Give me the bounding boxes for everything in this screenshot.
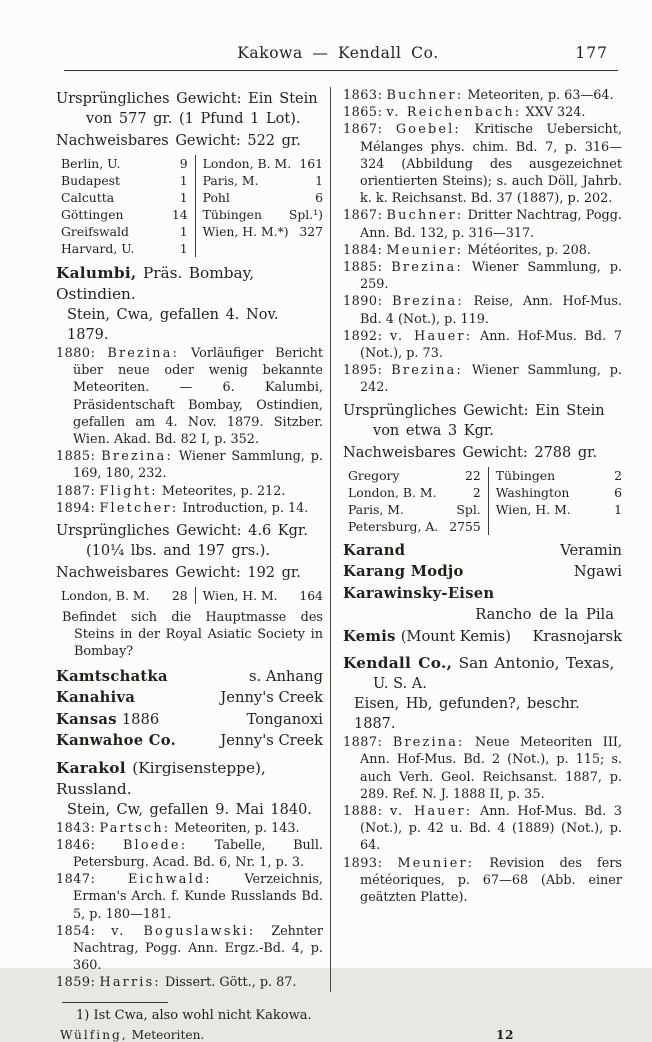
reference-entry: [56, 820, 323, 837]
reference-entry: [56, 837, 323, 871]
table-half: [61, 223, 195, 240]
specimen-count: 22: [464, 467, 481, 483]
ref-text: Meteorites, p. 212.: [161, 483, 286, 499]
collection-name: Tübingen: [202, 207, 262, 222]
collection-name: Göttingen: [61, 207, 124, 222]
ref-text: Introduction, p. 14.: [182, 500, 309, 516]
table-half: [348, 518, 488, 535]
xref-name: Karang Modjo: [343, 563, 464, 581]
entry-headword: Kalumbi,: [56, 264, 137, 282]
ref-author: Brezina:: [392, 294, 464, 310]
left-column: [56, 87, 330, 992]
xref-name: Kemis (Mount Kemis): [343, 627, 511, 645]
ref-year: 1884:: [343, 242, 383, 258]
table-half: [488, 501, 622, 518]
signature-text: [60, 1028, 204, 1042]
entry-heading: [56, 263, 323, 305]
xref-target: Tonganoxi: [246, 710, 323, 728]
reference-entry: [56, 483, 323, 500]
specimen-count: 2: [614, 467, 622, 483]
entry-location: (Kirgisensteppe), Russland.: [56, 758, 266, 798]
ref-author: v. Hauer:: [390, 803, 473, 819]
collection-name: Paris, M.: [348, 501, 404, 517]
table-half: [195, 223, 323, 240]
entry-location: Präs. Bombay, Ostindien.: [56, 264, 255, 303]
ref-year: 1894:: [56, 500, 96, 516]
entry-heading: [343, 653, 622, 674]
ref-author: Partsch:: [99, 820, 171, 836]
entry-classification: Eisen, Hb, gefunden?, beschr. 1887.: [354, 696, 580, 733]
reference-entry: [56, 974, 323, 991]
ref-author: Buchner:: [386, 88, 464, 103]
ref-text: Météorites, p. 208.: [467, 242, 591, 258]
ref-text: Dritter Nachtrag, Pogg. Ann. Bd. 132, p. 316—317.: [360, 208, 622, 241]
xref-name: Kamtschatka: [56, 667, 168, 685]
cross-reference: [343, 540, 622, 562]
xref-name: Kansas 1886: [56, 710, 160, 728]
signature-rest: Meteoriten.: [131, 1027, 205, 1042]
original-weight-paragraph: Ursprüngliches Gewicht: Ein Stein von 577 gr. (1 Pfund 1 Lot).: [56, 91, 318, 127]
cross-reference: [343, 626, 622, 648]
ref-author: v. Boguslawski:: [111, 923, 256, 939]
signature-author: Wülfing,: [60, 1027, 128, 1042]
table-row: [61, 155, 323, 172]
ref-text: Wiener Sammlung, p. 259.: [360, 260, 622, 293]
table-half: [348, 484, 488, 501]
xref-target: Krasnojarsk: [532, 627, 622, 645]
specimen-count: 1: [614, 501, 622, 517]
collection-name: Petersburg, A.: [348, 518, 439, 534]
collection-name: Wien, H. M.: [202, 588, 278, 604]
table-half: [195, 206, 323, 223]
ref-text: Reise, Ann. Hof-Mus. Bd. 4 (Not.), p. 119.: [360, 294, 622, 327]
reference-entry: [343, 328, 622, 362]
specimen-count: 28: [171, 588, 188, 604]
reference-entry: [343, 207, 622, 241]
signature-line: [60, 1028, 622, 1042]
specimen-count: 1: [179, 241, 188, 256]
specimen-count: 1: [179, 224, 188, 239]
collection-name: London, B. M.: [61, 588, 150, 604]
collection-name: Paris, M.: [202, 173, 259, 188]
table-row: [348, 518, 622, 535]
ref-author: Goebel:: [395, 122, 461, 138]
ref-author: Brezina:: [107, 346, 180, 361]
verified-weight-paragraph: Nachweisbares Gewicht: 2788 gr.: [343, 444, 598, 461]
ref-year: 1859:: [56, 975, 96, 991]
ref-year: 1888:: [343, 803, 383, 819]
ref-text: Wiener Sammlung, p. 169, 180, 232.: [73, 449, 323, 482]
reference-entry: [343, 734, 622, 803]
table-half: [195, 189, 323, 206]
specimen-count: 2: [472, 484, 481, 500]
specimen-count: 161: [299, 156, 323, 171]
ref-author: Meunier:: [397, 855, 475, 871]
table-row: [61, 587, 323, 604]
specimen-count: 1: [315, 173, 323, 188]
xref-name: Karand: [343, 541, 406, 559]
ref-text: Verzeichnis, Erman's Arch. f. Kunde Russlands Bd. 5, p. 180—181.: [73, 872, 323, 922]
reference-entry: [343, 87, 622, 104]
table-row: [348, 467, 622, 484]
xref-target: s. Anhang: [248, 667, 323, 685]
reference-entry: [343, 121, 622, 207]
ref-year: 1895:: [343, 363, 383, 379]
reference-entry: [56, 923, 323, 975]
xref-target: Jenny's Creek: [220, 732, 323, 750]
specimen-count: 14: [171, 207, 188, 222]
collections-table: [348, 467, 622, 535]
ref-year: 1854:: [56, 923, 96, 939]
ref-text: Ann. Hof-Mus. Bd. 3 (Not.), p. 42 u. Bd. 4 (1889) (Not.), p. 64.: [360, 803, 622, 854]
xref-target: Ngawi: [573, 563, 622, 581]
collection-name: Pohl: [202, 190, 230, 205]
xref-name: Karawinsky-Eisen: [343, 584, 495, 602]
entry-headword: Karakol: [56, 758, 126, 777]
table-half: [488, 467, 622, 484]
text-columns: [0, 71, 652, 992]
reference-entry: [56, 871, 323, 923]
ref-year: 1885:: [56, 449, 96, 465]
ref-text: Zehnter Nachtrag, Pogg. Ann. Ergz.-Bd. 4, p. 360.: [73, 923, 323, 974]
collection-name: Wien, H. M.*): [202, 224, 289, 239]
table-half: [488, 518, 622, 535]
page-number: 177: [575, 44, 608, 62]
cross-reference: [56, 730, 323, 752]
ref-author: Brezina:: [391, 260, 464, 276]
ref-year: 1885:: [343, 260, 383, 276]
specimen-count: 6: [614, 484, 622, 500]
table-half: [195, 240, 323, 257]
ref-year: 1846:: [56, 837, 96, 853]
ref-text: Vorläufiger Bericht über neue oder wenig bekannte Meteoriten. — 6. Kalumbi, Präsidentschaft Bombay, Ostindien, gefallen am 4. Nov. 1879. Sitzber. Wien. Akad. Bd. 82 I, p. 352.: [73, 346, 324, 448]
ref-author: Harris:: [99, 975, 161, 991]
ref-author: Bloede:: [122, 837, 188, 853]
table-half: [488, 484, 622, 501]
collections-table: [61, 155, 323, 257]
sheet-number: 12: [496, 1027, 514, 1042]
table-half: [348, 501, 488, 518]
entry-heading: [56, 758, 323, 800]
xref-target-line: Rancho de la Pila: [475, 606, 614, 624]
cross-reference-group: [56, 666, 323, 752]
cross-reference-group: [343, 540, 622, 648]
table-half: [61, 206, 195, 223]
reference-entry: [343, 855, 622, 907]
ref-year: 1843:: [56, 820, 96, 836]
entry-classification: Stein, Cwa, gefallen 4. Nov. 1879.: [67, 307, 279, 343]
ref-year: 1887:: [343, 735, 383, 751]
ref-author: Brezina:: [392, 735, 465, 751]
ref-author: Fletcher:: [99, 500, 179, 516]
reference-entry: [343, 104, 622, 121]
collection-name: Gregory: [348, 467, 400, 483]
collection-name: Tübingen: [495, 467, 556, 483]
cross-reference: [56, 666, 323, 688]
ref-year: 1890:: [343, 294, 383, 310]
xref-target: Veramin: [560, 541, 622, 559]
specimen-count: Spl.: [456, 501, 481, 517]
entry-headword: Kendall Co.,: [343, 654, 453, 673]
specimen-count: 2755: [449, 518, 481, 534]
collection-name: Washington: [495, 484, 570, 500]
ref-text: Neue Meteoriten III, Ann. Hof-Mus. Bd. 2 (Not.), p. 115; s. auch Verh. Geol. Reichsanst. 1887, p. 289. Ref. N. J. 1888 II, p. 35.: [360, 735, 622, 802]
table-half: [195, 587, 323, 604]
table-row: [61, 240, 323, 257]
xref-name: Kanwahoe Co.: [56, 732, 176, 750]
xref-target: Jenny's Creek: [220, 689, 323, 707]
collection-name: Harvard, U.: [61, 241, 135, 256]
xref-name: Kanahiva: [56, 689, 136, 707]
table-row: [61, 223, 323, 240]
ref-text: Revision des fers météoriques, p. 67—68 (Abb. einer geätzten Platte).: [360, 855, 622, 905]
ref-text: Ann. Hof-Mus. Bd. 7 (Not.), p. 73.: [360, 328, 622, 362]
specimen-count: 327: [299, 224, 323, 239]
collection-name: Calcutta: [61, 190, 115, 205]
table-half: [61, 172, 195, 189]
entry-location-line2: U. S. A.: [373, 676, 427, 693]
ref-year: 1863:: [343, 88, 383, 103]
collection-name: Budapest: [61, 173, 121, 188]
reference-entry: [343, 803, 622, 855]
ref-year: 1865:: [343, 105, 383, 121]
ref-author: Meunier:: [386, 242, 464, 258]
table-row: [61, 206, 323, 223]
collection-name: Wien, H. M.: [495, 501, 571, 517]
ref-year: 1893:: [343, 855, 383, 871]
specimen-count: 164: [299, 588, 323, 604]
ref-year: 1880:: [56, 346, 96, 361]
ref-year: 1847:: [56, 872, 96, 888]
page-title: Kakowa — Kendall Co.: [237, 44, 439, 62]
cross-reference: [56, 687, 323, 709]
ref-text: Kritische Uebersicht, Mélanges phys. chim. Bd. 7, p. 316—324 (Abbildung des ausgezeichnet orientierten Steins); s. auch Döll, Jahrb. k. k. Reichsanst. Bd. 37 (1887), p. 202.: [360, 122, 622, 207]
original-weight-paragraph: Ursprüngliches Gewicht: 4.6 Kgr. (10¼ lbs. and 197 grs.).: [56, 523, 308, 560]
reference-entry: [56, 500, 323, 517]
collection-name: Berlin, U.: [61, 156, 121, 171]
reference-entry: [343, 242, 622, 259]
specimen-count: 1: [179, 190, 188, 205]
reference-entry: [343, 259, 622, 293]
collection-name: London, B. M.: [202, 156, 292, 171]
table-half: [61, 155, 195, 172]
cross-reference: [56, 709, 323, 731]
reference-entry: [343, 362, 622, 396]
verified-weight-paragraph: Nachweisbares Gewicht: 192 gr.: [56, 565, 301, 582]
ref-year: 1867:: [343, 122, 383, 138]
ref-year: 1867:: [343, 208, 383, 224]
table-half: [195, 172, 323, 189]
cross-reference: [343, 583, 622, 605]
ref-text: XXV 324.: [525, 105, 586, 121]
table-row: [61, 189, 323, 206]
specimen-count: 1: [179, 173, 188, 188]
ref-text: Meteoriten, p. 63—64.: [467, 88, 614, 103]
table-row: [348, 484, 622, 501]
table-half: [61, 189, 195, 206]
table-half: [348, 467, 488, 484]
specimen-count: Spl.¹): [288, 207, 323, 222]
table-row: [61, 172, 323, 189]
ref-year: 1892:: [343, 328, 383, 344]
ref-author: Eichwald:: [128, 872, 212, 888]
footnote-text: 1) Ist Cwa, also wohl nicht Kakowa.: [76, 1007, 312, 1023]
ref-text: Tabelle, Bull. Petersburg. Acad. Bd. 6, Nr. 1, p. 3.: [73, 837, 323, 871]
cross-reference: [343, 561, 622, 583]
footnote-rule: [62, 1002, 168, 1003]
table-row: [348, 501, 622, 518]
reference-entry: [56, 345, 323, 448]
ref-text: Meteoriten, p. 143.: [174, 820, 300, 836]
ref-author: Brezina:: [101, 449, 174, 465]
collection-name: London, B. M.: [348, 484, 437, 500]
collections-table: [61, 587, 323, 604]
ref-author: v. Reichenbach:: [386, 105, 522, 121]
ref-author: Buchner:: [386, 208, 464, 224]
table-half: [61, 587, 195, 604]
ref-text: Wiener Sammlung, p. 242.: [360, 363, 622, 396]
running-header: [60, 44, 616, 62]
entry-note: Befindet sich die Hauptmasse des Steins in der Royal Asiatic Society in Bombay?: [62, 610, 323, 660]
reference-entry: [56, 448, 323, 482]
ref-author: v. Hauer:: [390, 328, 473, 344]
table-half: [195, 155, 323, 172]
right-column: [331, 87, 622, 992]
table-half: [61, 240, 195, 257]
ref-author: Flight:: [99, 483, 158, 499]
entry-classification: Stein, Cw, gefallen 9. Mai 1840.: [67, 801, 312, 818]
collection-name: Greifswald: [61, 224, 129, 239]
ref-year: 1887:: [56, 483, 96, 499]
entry-location: San Antonio, Texas,: [458, 654, 615, 673]
reference-entry: [343, 293, 622, 327]
original-weight-paragraph: Ursprüngliches Gewicht: Ein Stein von etwa 3 Kgr.: [343, 402, 605, 439]
ref-text: Dissert. Gött., p. 87.: [164, 975, 297, 991]
specimen-count: 6: [315, 190, 323, 205]
specimen-count: 9: [179, 156, 188, 171]
ref-author: Brezina:: [391, 363, 464, 379]
verified-weight-paragraph: Nachweisbares Gewicht: 522 gr.: [56, 133, 301, 149]
